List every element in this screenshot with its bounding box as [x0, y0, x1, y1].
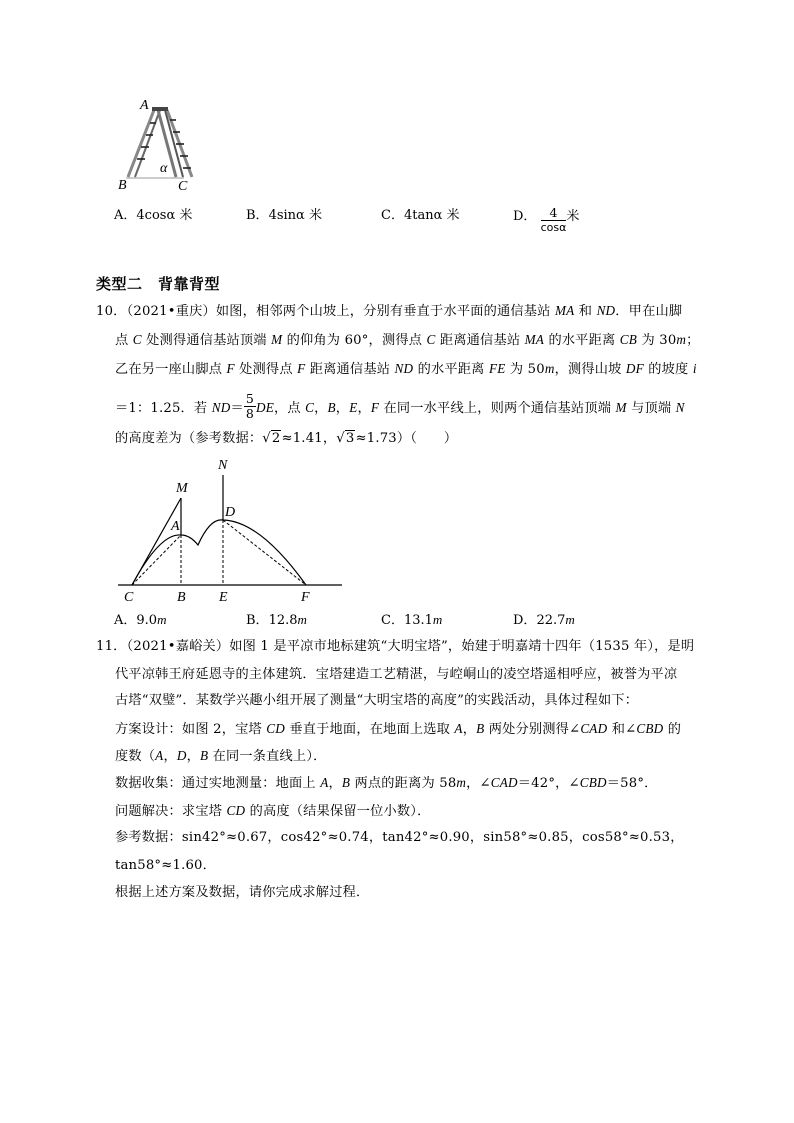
text: ＝	[230, 401, 244, 416]
option-unit: m	[565, 612, 575, 627]
q11-closing: 根据上述方案及数据，请你完成求解过程．	[115, 885, 370, 900]
q11-solve	[115, 802, 430, 821]
var: m	[676, 332, 687, 347]
text: 数据收集：通过实地测量：地面上	[115, 776, 321, 791]
ladder-label-c: C	[178, 179, 188, 194]
q11-design-2	[115, 747, 327, 766]
option-unit: m	[157, 612, 167, 627]
text: 两点的距离为 58	[350, 776, 457, 791]
option-letter: B．	[246, 613, 269, 628]
option-text: 4tanα 米	[403, 208, 460, 223]
var: ND	[394, 361, 414, 376]
text: 距离通信基站	[305, 362, 395, 377]
ladder-label-b: B	[118, 178, 127, 193]
q10-line-2	[115, 331, 700, 350]
fraction-numerator: 4	[541, 206, 567, 221]
text: 在同一条直线上）．	[208, 749, 327, 764]
option-letter: A．	[114, 208, 137, 223]
q11-design	[115, 720, 681, 739]
var: CB	[619, 332, 638, 347]
text: 10．（2021•重庆）如图，相邻两个山坡上，分别有垂直于水平面的通信基站	[96, 304, 555, 319]
q11-reference-1: 参考数据：sin42°≈0.67，cos42°≈0.74，tan42°≈0.90，sin58°≈0.85，cos58°≈0.53，	[115, 830, 684, 845]
option-letter: C．	[381, 613, 404, 628]
text: 为 50	[505, 362, 545, 377]
text: ＝58°．	[606, 776, 658, 791]
q10-line-3	[115, 360, 697, 379]
q11-line-3: 古塔“双璧”．某数学兴趣小组开展了测量“大明宝塔的高度”的实践活动，具体过程如下：	[115, 693, 639, 708]
fraction	[541, 206, 567, 235]
text: 度数（	[115, 749, 156, 764]
q10-option-c[interactable]	[381, 611, 442, 630]
text: ；	[686, 333, 700, 348]
option-text: 4cosα 米	[136, 208, 193, 223]
label-c: C	[124, 590, 134, 605]
option-unit: m	[297, 612, 307, 627]
option-letter: B．	[246, 208, 269, 223]
text: ≈1.41，	[281, 431, 337, 446]
q10-option-d[interactable]	[513, 611, 575, 630]
text: 方案设计：如图 2，宝塔	[115, 722, 267, 737]
option-letter: D．	[513, 613, 537, 628]
label-e: E	[219, 590, 228, 605]
section-heading: 类型二 背靠背型	[96, 275, 221, 293]
var: A	[320, 775, 329, 790]
fraction-numerator: 5	[245, 391, 254, 406]
text: ，	[357, 401, 371, 416]
option-value: 22.7	[536, 613, 566, 628]
option-letter: C．	[381, 208, 404, 223]
text: 的水平距离	[544, 333, 620, 348]
text: 距离通信基站	[435, 333, 525, 348]
ladder-label-a: A	[140, 98, 149, 113]
label-f: F	[301, 590, 310, 605]
label-a: A	[171, 519, 180, 534]
text: ，∠	[466, 776, 491, 791]
sqrt: √3	[336, 431, 355, 446]
var: E	[349, 400, 358, 415]
q9-option-d[interactable]	[513, 202, 580, 234]
var: ND	[596, 303, 616, 318]
q9-option-b[interactable]	[246, 207, 322, 225]
radicand: 2	[271, 431, 281, 446]
var: B	[199, 748, 209, 763]
q9-option-c[interactable]	[381, 207, 459, 225]
text: 两处分别测得∠	[484, 722, 581, 737]
text: ，	[462, 722, 477, 737]
q10-line-1	[96, 302, 682, 321]
q11-line-1: 11．（2021•嘉峪关）如图 1 是平凉市地标建筑“大明宝塔”，始建于明嘉靖十四年（1535 年），是明	[96, 639, 695, 654]
label-m: M	[176, 481, 188, 496]
text: 的高度（结果保留一位小数）．	[245, 804, 431, 819]
var: C	[132, 332, 142, 347]
var: MA	[554, 303, 575, 318]
var: M	[271, 332, 283, 347]
var: N	[675, 400, 685, 415]
text: 和	[574, 304, 597, 319]
radicand: 3	[345, 431, 355, 446]
var: DF	[625, 361, 644, 376]
q10-line-5	[115, 430, 457, 448]
var: M	[615, 400, 627, 415]
q11-reference-2: tan58°≈1.60．	[115, 858, 217, 873]
var: m	[544, 361, 555, 376]
var: CAD	[580, 721, 608, 736]
label-n: N	[218, 458, 228, 473]
option-letter: A．	[114, 613, 137, 628]
text: ，	[328, 776, 342, 791]
fraction	[244, 392, 256, 421]
text: ，	[163, 749, 177, 764]
var: CBD	[579, 775, 607, 790]
var: D	[176, 748, 187, 763]
mountain-figure	[110, 455, 350, 605]
text: 的	[663, 722, 682, 737]
var: MA	[524, 332, 545, 347]
var: C	[305, 400, 315, 415]
text: ＝1：1.25．若	[115, 401, 212, 416]
var: m	[456, 775, 467, 790]
option-value: 13.1	[403, 613, 433, 628]
var: F	[297, 361, 306, 376]
option-unit: m	[432, 612, 443, 627]
var: FE	[488, 361, 506, 376]
option-value: 12.8	[268, 613, 298, 628]
q11-line-2: 代平凉韩王府延恩寺的主体建筑．宝塔建造工艺精湛，与崆峒山的凌空塔遥相呼应，被誉为平凉	[115, 667, 678, 682]
ladder-label-alpha: α	[160, 161, 168, 176]
text: ＝42°，∠	[517, 776, 580, 791]
text: 和∠	[607, 722, 637, 737]
text: ，	[186, 749, 200, 764]
q11-collect	[115, 774, 658, 793]
var: A	[454, 721, 463, 736]
var: i	[692, 361, 697, 376]
q10-option-b[interactable]	[246, 611, 307, 630]
var: CD	[226, 803, 246, 818]
option-letter: D．	[513, 209, 537, 224]
text: ．甲在山脚	[615, 304, 683, 319]
q9-option-a[interactable]	[114, 207, 192, 225]
q10-line-4	[115, 391, 685, 423]
text: 与顶端	[626, 401, 676, 416]
label-b: B	[177, 590, 186, 605]
text: ，点	[273, 401, 306, 416]
var: B	[327, 400, 336, 415]
text: 的高度差为（参考数据：	[115, 431, 263, 446]
text: 处测得点	[234, 362, 298, 377]
text: 的仰角为 60°，测得点	[282, 333, 427, 348]
var: CD	[266, 721, 285, 736]
option-value: 9.0	[136, 613, 158, 628]
option-text: 4sinα 米	[268, 208, 322, 223]
var: C	[426, 332, 436, 347]
text: ，	[335, 401, 350, 416]
var: B	[341, 775, 351, 790]
text: 点	[115, 333, 133, 348]
text: ，测得山坡	[554, 362, 626, 377]
var: F	[370, 400, 380, 415]
var: CAD	[490, 775, 518, 790]
text: ≈1.73）（ ）	[355, 431, 458, 446]
sqrt: √2	[262, 431, 281, 446]
text: 的坡度	[643, 362, 693, 377]
text: 在同一水平线上，则两个通信基站顶端	[379, 401, 616, 416]
text: 处测得通信基站顶端	[141, 333, 272, 348]
var: DE	[255, 400, 274, 415]
var: B	[476, 721, 485, 736]
q10-option-a[interactable]	[114, 611, 166, 630]
text: 乙在另一座山脚点	[115, 362, 227, 377]
var: F	[226, 361, 235, 376]
text: 的水平距离	[413, 362, 489, 377]
text: 垂直于地面，在地面上选取	[284, 722, 455, 737]
var: CBD	[636, 721, 664, 736]
text: ，	[314, 401, 328, 416]
option-unit: 米	[566, 209, 580, 224]
ladder-figure	[110, 95, 210, 195]
var: ND	[211, 400, 231, 415]
fraction-denominator: 8	[245, 406, 254, 421]
var: A	[155, 748, 164, 763]
text: 问题解决：求宝塔	[115, 804, 227, 819]
fraction-denominator: cosα	[540, 221, 567, 234]
label-d: D	[225, 505, 236, 520]
text: 为 30	[637, 333, 677, 348]
